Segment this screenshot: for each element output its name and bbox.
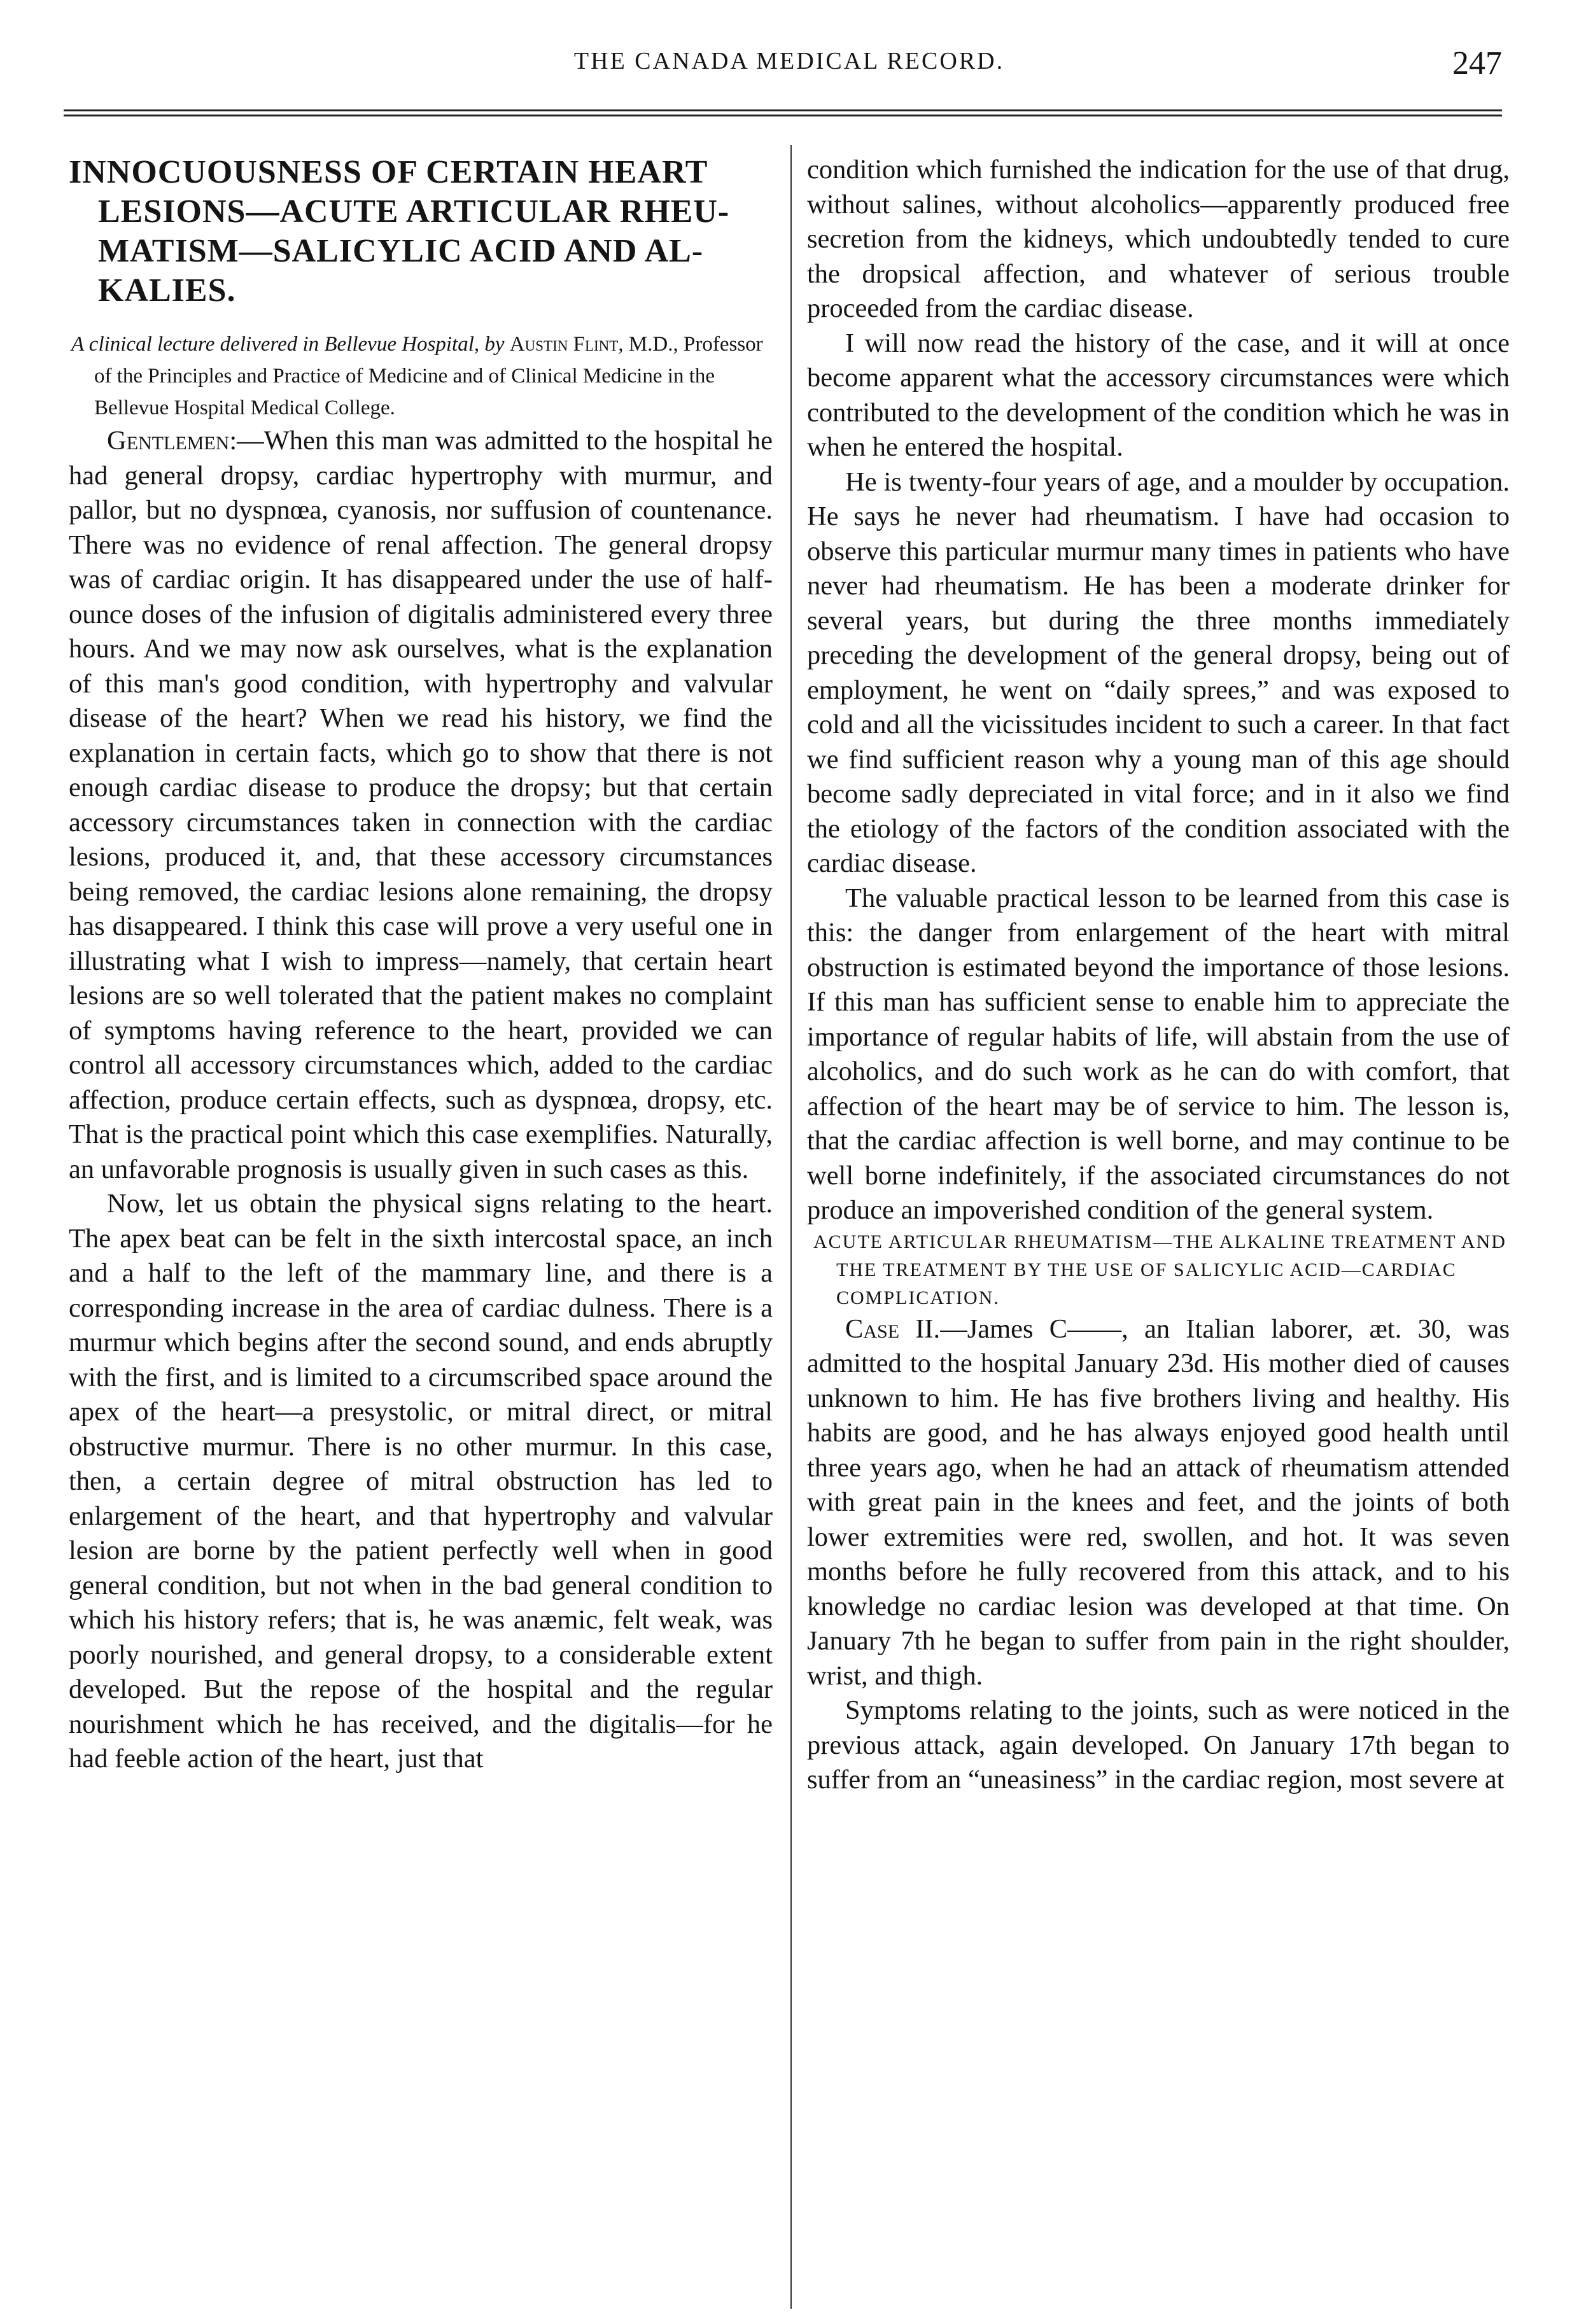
paragraph: condition which furnished the indication for the use of that drug, without salines, without alcoholics—apparently produced free secretion from the kidneys, which undoubtedly tended to cure the dropsical affection, and whatever of serious trouble proceeded from the cardiac disease. [807,155,1510,323]
byline-author: Austin Flint, [509,333,624,356]
title-line: INNOCUOUSNESS OF CERTAIN HEART [69,154,708,190]
article-title [69,153,773,311]
byline-intro: A clinical lecture delivered in Bellevue Hospital, by [71,333,505,356]
paragraph [69,424,773,1187]
paragraph: I will now read the history of the case, and it will at once become apparent what the accessory circumstances were which contributed to the development of the condition which he was in when he entered the hospital. [807,328,1510,462]
title-line: LESIONS—ACUTE ARTICULAR RHEU- [98,193,730,230]
page-number: 247 [1452,45,1502,81]
case-label: Case II. [845,1313,941,1344]
paragraph: The valuable practical lesson to be learned from this case is this: the danger from enlargement of the heart with mitral obstruction is estimated beyond the importance of those lesions. If this man has sufficient sense to enable him to appreciate the importance of regular habits of life, will abstain from the use of alcoholics, and do such work as he can do with comfort, that affection of the heart may be of service to him. The lesson is, that the cardiac affection is well borne, and may continue to be well borne indefinitely, if the associated circumstances do not produce an impoverished condition of the general system. [807,883,1510,1225]
running-title: THE CANADA MEDICAL RECORD. [573,48,1005,74]
right-column [807,153,1510,1798]
header-rule-top [64,109,1502,111]
byline-credentials: M.D., Professor of the Principles and Practice of Medicine and of Clinical Medicine in the Bellevue Hospital Medical College. [94,333,763,419]
left-column [69,153,773,1777]
paragraph-text: —James C——, an Italian laborer, æt. 30, was admitted to the hospital January 23d. His mother died of causes unknown to him. He has five brothers living and healthy. His habits are good, and he has always enjoyed good health until three years ago, when he had an attack of rheumatism attended with great pain in the knees and feet, and the joints of both lower extremities were red, swollen, and hot. It was seven months before he fully recovered from this attack, and to his knowledge no cardiac lesion was developed at that time. On January 7th he began to suffer from pain in the right shoulder, wrist, and thigh. [807,1313,1510,1691]
page-header [76,45,1502,89]
title-line: KALIES. [98,272,236,309]
byline [69,328,773,424]
paragraph: Symptoms relating to the joints, such as were noticed in the previous attack, again developed. On January 17th began to suffer from an “uneasiness” in the cardiac region, most severe at [807,1695,1510,1795]
paragraph: Now, let us obtain the physical signs relating to the heart. The apex beat can be felt in the sixth intercostal space, an inch and a half to the left of the mammary line, and there is a corresponding increase in the area of cardiac dulness. There is a murmur which begins after the second sound, and ends abruptly with the first, and is limited to a circumscribed space around the apex of the heart—a presystolic, or mitral direct, or mitral obstructive murmur. There is no other murmur. In this case, then, a certain degree of mitral obstruction has led to enlargement of the heart, and that hypertrophy and valvular lesion are borne by the patient perfectly well when in good general condition, but not when in the bad general condition to which his history refers; that is, he was anæmic, felt weak, was poorly nourished, and general dropsy, to a considerable extent developed. But the repose of the hospital and the regular nourishment which he has received, and the digitalis—for he had feeble action of the heart, just that [69,1189,773,1774]
title-line: MATISM—SALICYLIC ACID AND AL- [98,233,704,269]
salutation: Gentlemen [107,426,230,456]
paragraph: He is twenty-four years of age, and a moulder by occupation. He says he never had rheumatism. I have had occasion to observe this particular murmur many times in patients who have never had rheumatism. He has been a moderate drinker for several years, but during the three months immediately preceding the development of the general dropsy, being out of employment, he went on “daily sprees,” and was exposed to cold and all the vicissitudes incident to such a career. In that fact we find sufficient reason why a young man of this age should become sadly depreciated in vital force; and in it also we find the etiology of the factors of the condition associated with the cardiac disease. [807,466,1510,878]
column-divider [790,145,792,2309]
header-rule-bottom [64,115,1502,116]
paragraph-text: :—When this man was admitted to the hospital he had general dropsy, cardiac hypertrophy with murmur, and pallor, but no dyspnœa, cyanosis, nor suffusion of countenance. There was no evidence of renal affection. The general dropsy was of cardiac origin. It has disappeared under the use of half-ounce doses of the infusion of digitalis administered every three hours. And we may now ask ourselves, what is the explanation of this man's good condition, with hypertrophy and valvular disease of the heart? When we read his history, we find the explanation in certain facts, which go to show that there is not enough cardiac disease to produce the dropsy; but that certain accessory circumstances taken in connection with the cardiac lesions, produced it, and, that these accessory circumstances being removed, the cardiac lesions alone remaining, the dropsy has disappeared. I think this case will prove a very useful one in illustrating what I wish to impress—namely, that certain heart lesions are so well tolerated that the patient makes no complaint of symptoms having reference to the heart, provided we can control all accessory circumstances which, added to the cardiac affection, produce certain effects, such as dyspnœa, dropsy, etc. That is the practical point which this case exemplifies. Naturally, an unfavorable prognosis is usually given in such cases as this. [69,426,773,1184]
paragraph [807,1312,1510,1694]
section-heading: ACUTE ARTICULAR RHEUMATISM—THE ALKALINE TREATMENT AND THE TREATMENT BY THE USE OF SALICYLIC ACID—CARDIAC COMPLICATION. [813,1231,1506,1308]
